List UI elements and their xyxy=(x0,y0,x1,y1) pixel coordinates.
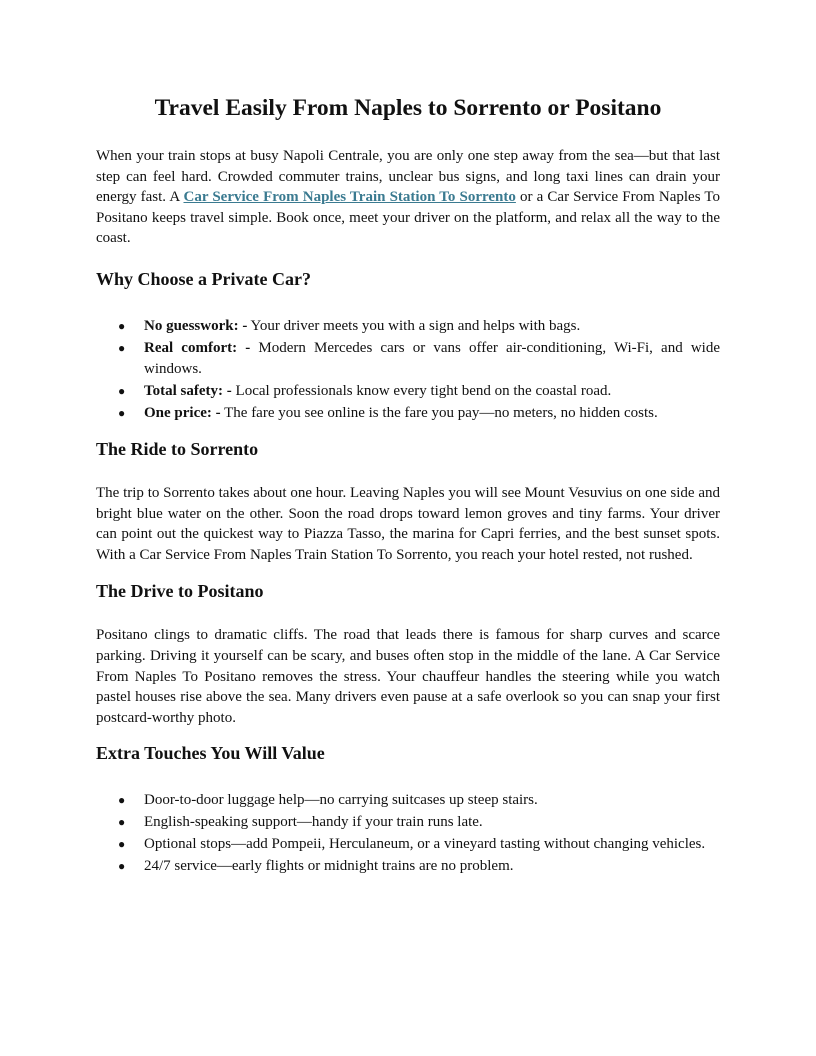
bullet-icon: ● xyxy=(118,318,126,333)
sorrento-service-link[interactable]: Car Service From Naples Train Station To Sorrento xyxy=(183,189,516,206)
bullet-icon: ● xyxy=(118,793,126,808)
bullet-icon: ● xyxy=(118,405,126,420)
benefit-text: The fare you see online is the fare you pay—no meters, no hidden costs. xyxy=(220,404,658,421)
list-item xyxy=(118,812,720,833)
list-item xyxy=(118,834,720,855)
list-item xyxy=(118,338,721,379)
list-item xyxy=(118,856,720,877)
drive-paragraph: Positano clings to dramatic cliffs. The road that leads there is famous for sharp curves and scarce parking. Driving it yourself can be scary, and buses often stop in the middle of the lane. A Car Service From Naples To Positano removes the stress. Your chauffeur handles the steering while you watch pastel houses rise above the sea. Many drivers even pause at a safe overlook so you can snap your first postcard-worthy photo. xyxy=(96,627,720,726)
benefits-list xyxy=(96,316,720,423)
bullet-icon: ● xyxy=(118,340,126,355)
list-item xyxy=(118,790,720,811)
list-item xyxy=(118,316,720,337)
document-body xyxy=(96,93,720,878)
bullet-icon: ● xyxy=(118,859,126,874)
extra-text: Optional stops—add Pompeii, Herculaneum, or a vineyard tasting without changing vehicles. xyxy=(144,836,706,853)
intro-text-before: When your train stops at busy Napoli Centrale, you are only one step away from the sea—but that last step can feel hard. Crowded commuter trains, unclear bus signs, and long taxi lines can drain your energy fast. A xyxy=(96,148,720,206)
intro-paragraph xyxy=(96,146,720,249)
benefit-term: Total safety: - xyxy=(144,382,232,399)
intro-text-after: or a Car Service From Naples To Positano keeps travel simple. Book once, meet your driver on the platform, and relax all the way to the coast. xyxy=(96,189,721,247)
extra-text: 24/7 service—early flights or midnight trains are no problem. xyxy=(144,858,514,875)
bullet-icon: ● xyxy=(118,383,126,398)
extra-text: Door-to-door luggage help—no carrying suitcases up steep stairs. xyxy=(144,792,538,809)
bullet-icon: ● xyxy=(118,815,126,830)
page-title: Travel Easily From Naples to Sorrento or Positano xyxy=(154,95,662,121)
benefit-term: No guesswork: - xyxy=(144,317,248,334)
benefit-text: Your driver meets you with a sign and helps with bags. xyxy=(247,317,581,334)
list-item xyxy=(118,381,720,402)
heading-why-private-car: Why Choose a Private Car? xyxy=(96,268,311,289)
bullet-icon: ● xyxy=(118,837,126,852)
extra-text: English-speaking support—handy if your train runs late. xyxy=(144,814,483,831)
heading-ride-to-sorrento: The Ride to Sorrento xyxy=(96,439,259,460)
benefit-text: Local professionals know every tight bend on the coastal road. xyxy=(231,382,612,399)
extras-list xyxy=(96,790,720,877)
benefit-text: Modern Mercedes cars or vans offer air-conditioning, Wi-Fi, and wide windows. xyxy=(144,339,721,377)
benefit-term: One price: - xyxy=(144,404,221,421)
heading-extra-touches: Extra Touches You Will Value xyxy=(96,743,325,764)
list-item xyxy=(118,403,720,424)
benefit-term: Real comfort: - xyxy=(144,339,251,356)
heading-drive-to-positano: The Drive to Positano xyxy=(96,581,264,602)
ride-paragraph: The trip to Sorrento takes about one hour. Leaving Naples you will see Mount Vesuvius on one side and bright blue water on the other. Soon the road drops toward lemon groves and tiny farms. Your driver can point out the quickest way to Piazza Tasso, the marina for Capri ferries, and the best sunset spots. With a Car Service From Naples Train Station To Sorrento, you reach your hotel rested, not rushed. xyxy=(96,485,720,563)
